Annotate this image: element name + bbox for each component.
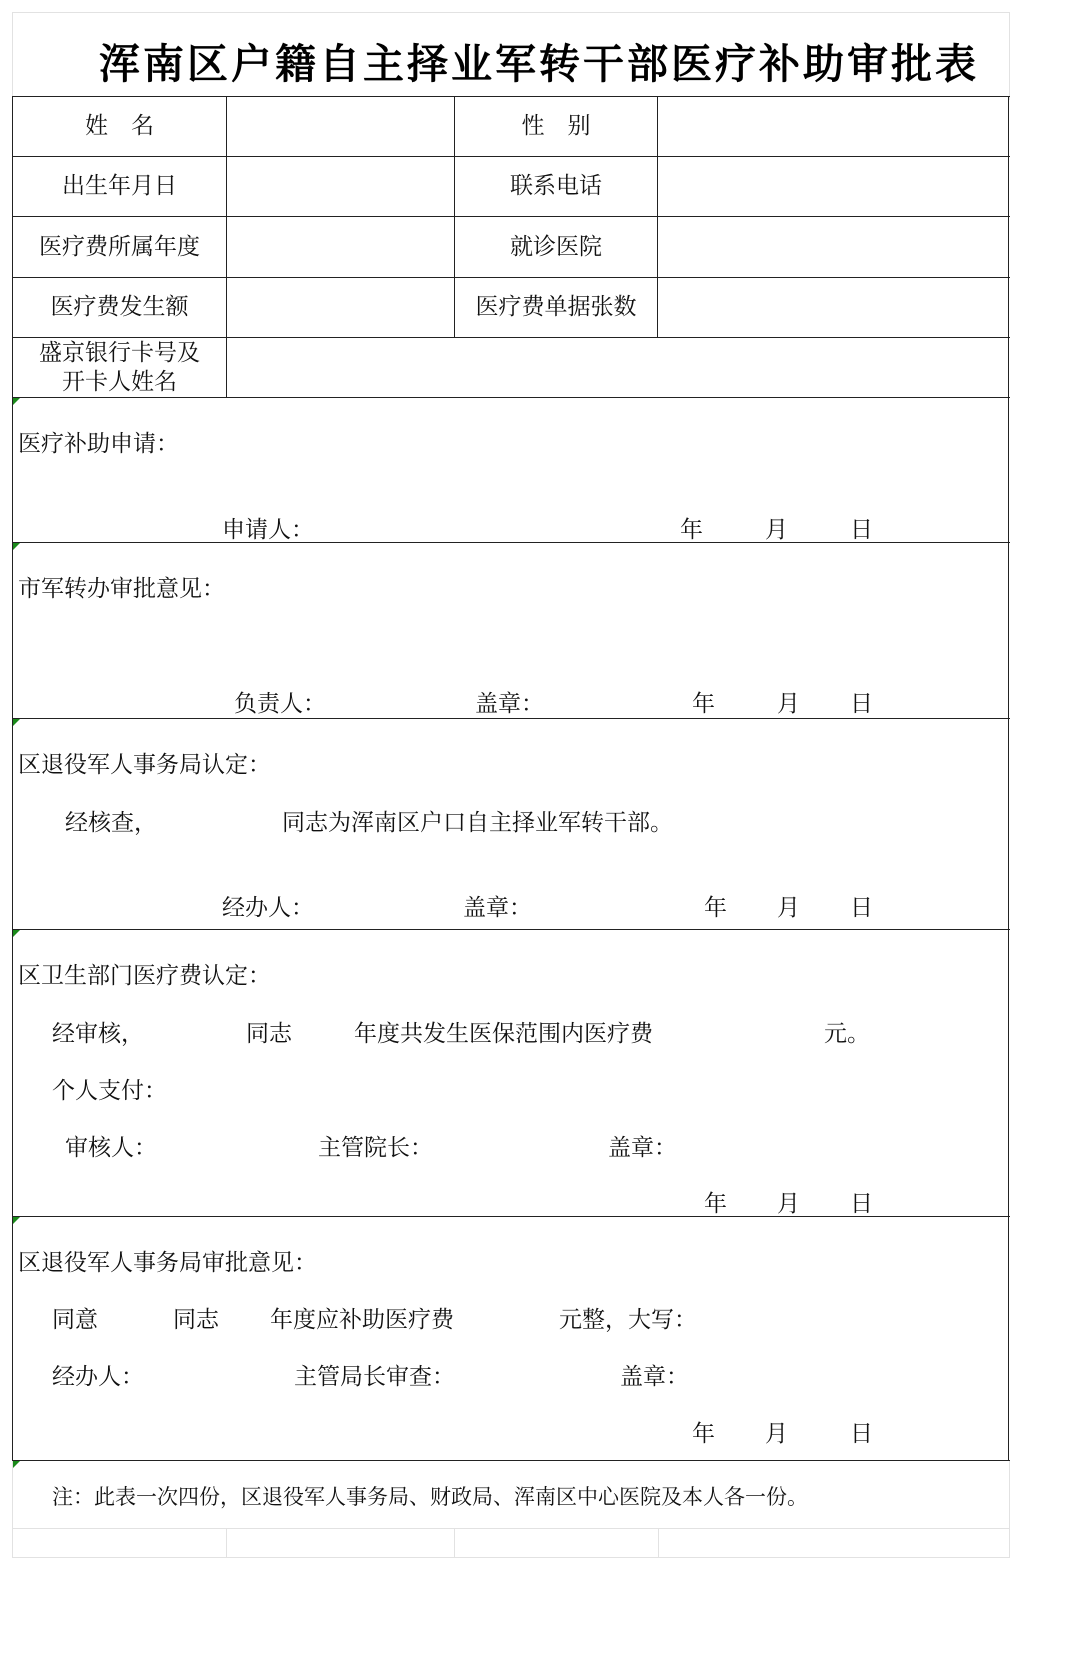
form-title: 浑南区户籍自主择业军转干部医疗补助审批表 bbox=[99, 39, 979, 88]
city-seal-label: 盖章： bbox=[475, 691, 544, 717]
reviewed-label: 经审核， bbox=[52, 1021, 144, 1047]
health-determination-heading: 区卫生部门医疗费认定： bbox=[18, 963, 271, 989]
health-month-label: 月 bbox=[777, 1191, 800, 1217]
application-heading: 医疗补助申请： bbox=[18, 431, 179, 457]
expense-amount-label: 医疗费发生额 bbox=[50, 294, 189, 320]
application-month-label: 月 bbox=[765, 517, 788, 543]
sheet-gridline bbox=[454, 1528, 455, 1558]
determination-seal-label: 盖章： bbox=[463, 895, 532, 921]
approval-seal-label: 盖章： bbox=[620, 1364, 689, 1390]
approval-year-label: 年 bbox=[692, 1421, 715, 1447]
determination-month-label: 月 bbox=[777, 895, 800, 921]
footnote: 注：此表一次四份，区退役军人事务局、财政局、浑南区中心医院及本人各一份。 bbox=[52, 1485, 808, 1509]
gender-label: 性 别 bbox=[521, 113, 591, 139]
approval-comrade-label: 同志 bbox=[173, 1307, 219, 1333]
determination-day-label: 日 bbox=[850, 895, 873, 921]
determination-handler-label: 经办人： bbox=[222, 895, 314, 921]
expense-amount-field[interactable] bbox=[227, 278, 454, 337]
receipt-count-field[interactable] bbox=[658, 278, 1008, 337]
health-comrade-label: 同志 bbox=[246, 1021, 292, 1047]
city-responsible-label: 负责人： bbox=[234, 691, 326, 717]
table-border bbox=[12, 1460, 1010, 1461]
bank-card-field[interactable] bbox=[227, 338, 1008, 397]
veterans-approval-heading: 区退役军人事务局审批意见： bbox=[18, 1250, 317, 1276]
determination-year-label: 年 bbox=[704, 895, 727, 921]
health-year-label: 年 bbox=[704, 1191, 727, 1217]
table-border bbox=[12, 397, 1010, 398]
sheet-gridline bbox=[12, 1557, 1010, 1558]
personal-payment-label: 个人支付： bbox=[52, 1078, 167, 1104]
bank-card-label-line2: 开卡人姓名 bbox=[62, 368, 177, 395]
expense-year-field[interactable] bbox=[227, 217, 454, 277]
gender-field[interactable] bbox=[658, 97, 1008, 156]
health-yuan-label: 元。 bbox=[824, 1021, 870, 1047]
hospital-label: 就诊医院 bbox=[510, 233, 602, 260]
health-seal-label: 盖章： bbox=[608, 1135, 677, 1161]
city-day-label: 日 bbox=[850, 691, 873, 717]
cell-marker bbox=[13, 1217, 20, 1224]
bureau-director-review-label: 主管局长审查： bbox=[294, 1364, 455, 1390]
sheet-gridline bbox=[12, 1528, 1010, 1529]
approval-handler-label: 经办人： bbox=[52, 1364, 144, 1390]
sheet-gridline bbox=[12, 1460, 13, 1558]
phone-label: 联系电话 bbox=[510, 173, 602, 199]
name-field[interactable] bbox=[227, 97, 454, 156]
health-reviewer-label: 审核人： bbox=[65, 1135, 157, 1161]
phone-field[interactable] bbox=[658, 157, 1008, 216]
approval-day-label: 日 bbox=[850, 1421, 873, 1447]
city-approval-heading: 市军转办审批意见： bbox=[18, 576, 225, 602]
city-year-label: 年 bbox=[692, 691, 715, 717]
approval-subsidy-statement: 年度应补助医疗费 bbox=[270, 1307, 454, 1333]
application-year-label: 年 bbox=[680, 517, 703, 543]
sheet-gridline bbox=[226, 1528, 227, 1558]
table-border bbox=[1008, 96, 1009, 1461]
sheet-gridline bbox=[658, 1528, 659, 1558]
receipt-count-label: 医疗费单据张数 bbox=[475, 294, 637, 320]
expense-year-label: 医疗费所属年度 bbox=[39, 233, 200, 260]
bank-card-label-line1: 盛京银行卡号及 bbox=[39, 339, 200, 366]
city-month-label: 月 bbox=[777, 691, 800, 717]
veterans-determination-heading: 区退役军人事务局认定： bbox=[18, 752, 271, 778]
approval-month-label: 月 bbox=[765, 1421, 788, 1447]
verified-label: 经核查， bbox=[65, 810, 157, 836]
health-expense-statement: 年度共发生医保范围内医疗费 bbox=[354, 1021, 653, 1047]
sheet-gridline bbox=[12, 12, 1010, 13]
cell-marker bbox=[13, 930, 20, 937]
cell-marker bbox=[13, 719, 20, 726]
applicant-label: 申请人： bbox=[222, 517, 314, 543]
hospital-director-label: 主管院长： bbox=[318, 1135, 433, 1161]
verification-statement: 同志为浑南区户口自主择业军转干部。 bbox=[282, 810, 673, 836]
health-day-label: 日 bbox=[850, 1191, 873, 1217]
birth-date-label: 出生年月日 bbox=[62, 173, 177, 199]
cell-marker bbox=[13, 543, 20, 550]
bank-card-label bbox=[13, 338, 226, 397]
cell-marker bbox=[13, 1461, 20, 1468]
application-day-label: 日 bbox=[850, 517, 873, 543]
hospital-field[interactable] bbox=[658, 217, 1008, 277]
sheet-gridline bbox=[1009, 1460, 1010, 1558]
table-border bbox=[12, 929, 1010, 930]
cell-marker bbox=[13, 398, 20, 405]
birth-date-field[interactable] bbox=[227, 157, 454, 216]
approval-yuan-uppercase-label: 元整，大写： bbox=[559, 1307, 697, 1333]
name-label: 姓 名 bbox=[85, 113, 154, 139]
agree-label: 同意 bbox=[52, 1307, 98, 1333]
